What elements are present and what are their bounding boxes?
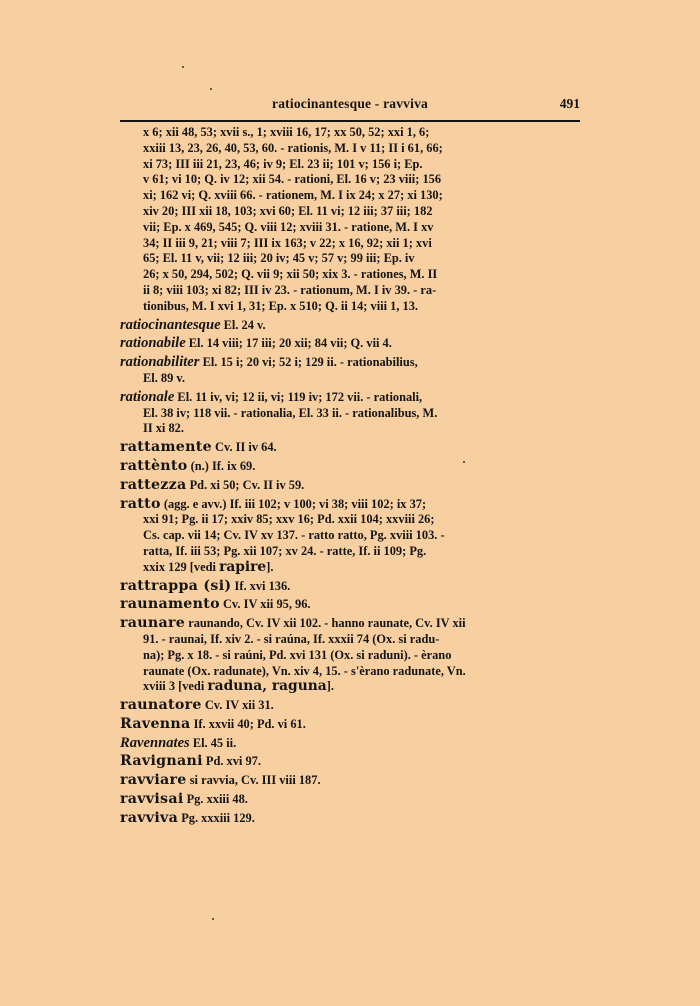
index-entry (120, 597, 582, 613)
entry-continuation: El. 89 v. (143, 370, 185, 385)
entry-text: El. 15 i; 20 vi; 52 i; 129 ii. - rationabilius, (199, 355, 418, 370)
entry-continuation (120, 679, 582, 695)
entry-headword: rattamente (120, 439, 212, 456)
entry-text: ]. (326, 679, 334, 694)
entry-headword: raunatore (120, 697, 202, 714)
entry-text: xviii 3 [vedi (143, 679, 208, 694)
entry-headword: Ravennates (120, 734, 190, 751)
paper-speck (463, 461, 465, 463)
entry-continuation: 91. - raunai, If. xiv 2. - si raúna, If. xxxii 74 (Ox. si radu- (143, 631, 440, 646)
entry-text: (n.) If. ix 69. (187, 458, 256, 473)
index-entry (120, 754, 582, 770)
entry-text: El. 11 iv, vi; 12 ii, vi; 119 iv; 172 vii. - rationali, (174, 389, 423, 404)
index-text (120, 125, 582, 827)
entry-text: Cv. IV xii 31. (201, 698, 274, 713)
continuation-line: xxiii 13, 23, 26, 40, 53, 60. - rationis, M. I v 11; II i 61, 66; (143, 140, 443, 155)
index-entry (120, 579, 582, 595)
entry-text: Cv. II iv 64. (211, 440, 277, 455)
entry-headword: rationabiliter (120, 354, 200, 371)
entry-text: ]. (266, 559, 274, 574)
entry-text: El. 45 ii. (189, 735, 237, 750)
entry-headword: rattrappa (si) (120, 577, 232, 594)
entry-headword: ravviva (120, 809, 179, 826)
entry-continuation: El. 38 iv; 118 vii. - rationalia, El. 33 ii. - rationalibus, M. (143, 405, 438, 420)
entry-text: El. 14 viii; 17 iii; 20 xii; 84 vii; Q. vii 4. (185, 336, 392, 351)
index-entry (120, 616, 582, 632)
continuation-line: xi; 162 vi; Q. xviii 66. - rationem, M. I ix 24; x 27; xi 130; (143, 188, 443, 203)
entry-text: Pd. xi 50; Cv. II iv 59. (186, 477, 305, 492)
paper-speck (212, 918, 214, 920)
entry-headword: rattezza (120, 476, 187, 493)
entry-headword: ravviare (120, 772, 187, 789)
entry-continuation: na); Pg. x 18. - si raúni, Pd. xvi 131 (Ox. si raduni). - èrano (143, 647, 452, 662)
index-entry (120, 336, 582, 352)
continuation-line: xi 73; III iii 21, 23, 46; iv 9; El. 23 ii; 101 v; 156 i; Ep. (143, 156, 423, 171)
continuation-line: 65; El. 11 v, vii; 12 iii; 20 iv; 45 v; 57 v; 99 iii; Ep. iv (143, 251, 415, 266)
continuation-line: 34; II iii 9, 21; viii 7; III ix 163; v 22; x 16, 92; xii 1; xvi (143, 235, 432, 250)
entry-text: xxix 129 [vedi (143, 559, 220, 574)
entry-headword: raunare (120, 615, 186, 632)
entry-text: If. xvi 136. (231, 578, 291, 593)
index-entry (120, 698, 582, 714)
continuation-line: vii; Ep. x 469, 545; Q. viii 12; xviii 31. - ratione, M. I xv (143, 219, 434, 234)
index-entry (120, 497, 582, 513)
cross-reference: rapire (219, 558, 267, 575)
continuation-line: x 6; xii 48, 53; xvii s., 1; xviii 16, 17; xx 50, 52; xxi 1, 6; (143, 125, 430, 139)
index-entry (120, 318, 582, 334)
entry-headword: ratiocinantesque (120, 316, 221, 333)
continuation-line: tionibus, M. I xvi 1, 31; Ep. x 510; Q. ii 14; viii 1, 13. (143, 298, 419, 313)
entry-text: If. xxvii 40; Pd. vi 61. (190, 716, 306, 731)
cross-reference: raduna, raguna (207, 678, 327, 695)
continuation-line: 26; x 50, 294, 502; Q. vii 9; xii 50; xix 3. - rationes, M. II (143, 267, 438, 282)
entry-headword: ravvisai (120, 791, 184, 808)
entry-text: raunando, Cv. IV xii 102. - hanno raunate, Cv. IV xii (185, 616, 466, 631)
index-entry (120, 773, 582, 789)
index-entry (120, 355, 582, 371)
index-entry (120, 717, 582, 733)
paper-speck (182, 66, 184, 68)
page-number: 491 (559, 96, 580, 111)
entry-headword: ratto (120, 495, 161, 512)
entry-headword: rationabile (120, 335, 186, 352)
entry-continuation: raunate (Ox. radunate), Vn. xiv 4, 15. - s'èrano radunate, Vn. (143, 663, 466, 678)
continuation-line: ii 8; viii 103; xi 82; III iv 23. - rationum, M. I iv 39. - ra- (143, 282, 437, 297)
entry-headword: rationale (120, 388, 175, 405)
entry-continuation: xxi 91; Pg. ii 17; xxiv 85; xxv 16; Pd. xxii 104; xxviii 26; (143, 512, 435, 527)
index-entry (120, 811, 582, 827)
index-entry (120, 459, 582, 475)
entry-headword: Ravignani (120, 753, 203, 770)
entry-headword: rattènto (120, 457, 188, 474)
continuation-line: v 61; vi 10; Q. iv 12; xii 54. - rationi, El. 16 v; 23 viii; 156 (143, 172, 442, 187)
entry-headword: raunamento (120, 596, 220, 613)
entry-text: Pg. xxiii 48. (183, 792, 248, 807)
entry-continuation (120, 560, 582, 576)
entry-text: Cv. IV xii 95, 96. (219, 597, 311, 612)
entry-text: El. 24 v. (220, 317, 266, 332)
entry-continuation: II xi 82. (143, 421, 184, 436)
entry-continuation: Cs. cap. vii 14; Cv. IV xv 137. - ratto ratto, Pg. xviii 103. - (143, 528, 445, 543)
header-rule (120, 120, 580, 122)
index-entry (120, 478, 582, 494)
index-entry (120, 440, 582, 456)
running-header (120, 96, 580, 118)
index-entry (120, 736, 582, 752)
header-title: ratiocinantesque - ravviva (272, 96, 428, 111)
entry-text: Pg. xxxiii 129. (178, 810, 255, 825)
entry-headword: Ravenna (120, 715, 191, 732)
entry-continuation: ratta, If. iii 53; Pg. xii 107; xv 24. - ratte, If. ii 109; Pg. (143, 543, 427, 558)
continuation-line: xiv 20; III xii 18, 103; xvi 60; El. 11 vi; 12 iii; 37 iii; 182 (143, 203, 433, 218)
paper-speck (210, 88, 212, 90)
index-entry (120, 792, 582, 808)
entry-text: si ravvia, Cv. III viii 187. (186, 773, 321, 788)
index-entry (120, 390, 582, 406)
entry-text: (agg. e avv.) If. iii 102; v 100; vi 38; viii 102; ix 37; (160, 496, 427, 511)
entry-text: Pd. xvi 97. (202, 754, 261, 769)
